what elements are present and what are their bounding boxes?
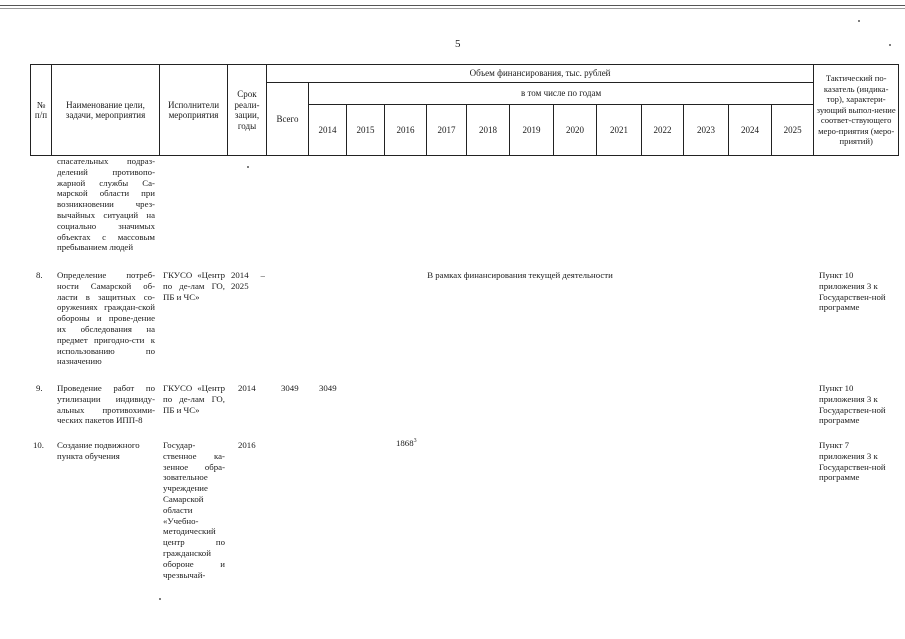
page-number: 5 [455, 38, 461, 50]
scan-speck [858, 20, 860, 22]
row-10-2016-footnote: 3 [413, 438, 417, 445]
row-9-2014: 3049 [319, 383, 337, 393]
year-header: 2015 [347, 105, 385, 156]
scan-speck [889, 44, 891, 46]
row-10-2016-value: 1868 [396, 438, 414, 448]
row-9-indicator: Пункт 10 приложения 3 к Государствен-ной программе [819, 383, 886, 426]
row-9-term: 2014 [238, 383, 256, 393]
row-9-num: 9. [36, 383, 43, 393]
year-header: 2014 [309, 105, 347, 156]
row-8-indicator: Пункт 10 приложения 3 к Государствен-ной программе [819, 270, 886, 313]
col-years-header: в том числе по годам [309, 83, 814, 105]
row-8-financing-note: В рамках финансирования текущей деятельности [427, 270, 613, 280]
year-header: 2021 [597, 105, 642, 156]
row-9-name: Проведение работ по утилизации индивиду-альных противохими-ческих пакетов ИПП-8 [57, 383, 155, 426]
col-total-header: Всего [267, 83, 309, 156]
year-header: 2016 [385, 105, 427, 156]
row-8-num: 8. [36, 270, 43, 280]
scan-top-border [0, 5, 905, 6]
row-10-name: Создание подвижного пункта обучения [57, 440, 140, 461]
row-10-term: 2016 [238, 440, 256, 450]
row-8-name: Определение потреб-ности Самарской об-ласти в защитных со-оружениях граждан-ской обороны и прове-дение их обследования на предмет пригодно-сти к использованию по назначению [57, 270, 155, 367]
continuation-text: спасательных подраз-делений противопо-жарной службы Са-марской области при возникновении чрез-вычайных ситуаций на социально значимых объектах с массовым пребыванием людей [57, 156, 155, 253]
col-executors-header: Исполнители мероприятия [160, 65, 228, 156]
scan-top-border-inner [0, 8, 905, 9]
year-header: 2017 [427, 105, 467, 156]
row-9-executor: ГКУСО «Центр по де-лам ГО, ПБ и ЧС» [163, 383, 225, 415]
year-header: 2023 [684, 105, 729, 156]
year-header: 2024 [729, 105, 772, 156]
scan-speck [247, 166, 249, 168]
row-10-num: 10. [33, 440, 44, 450]
col-financing-header: Объем финансирования, тыс. рублей [267, 65, 814, 83]
year-header: 2020 [554, 105, 597, 156]
row-10-2016 [396, 438, 430, 449]
row-8-term: 2014 – 2025 [231, 270, 265, 291]
year-header: 2025 [772, 105, 814, 156]
col-num-header: № п/п [31, 65, 52, 156]
col-indicator-header: Тактический по-казатель (индика-тор), характери-зующий выпол-нение соответ-ствующего меро-приятия (меро-приятий) [814, 65, 899, 156]
year-header: 2019 [510, 105, 554, 156]
scan-speck [159, 598, 161, 600]
col-name-header: Наименование цели, задачи, мероприятия [52, 65, 160, 156]
col-term-header: Срок реали-зации, годы [228, 65, 267, 156]
row-8-executor: ГКУСО «Центр по де-лам ГО, ПБ и ЧС» [163, 270, 225, 302]
row-9-total: 3049 [281, 383, 299, 393]
financing-table-header [30, 64, 899, 156]
row-10-executor: Государ-ственное ка-зенное обра-зовательное учреждение Самарской области «Учебно-методический центр по гражданской обороне и чрезвычай- [163, 440, 225, 580]
year-header: 2022 [642, 105, 684, 156]
row-10-indicator: Пункт 7 приложения 3 к Государствен-ной программе [819, 440, 886, 483]
year-header: 2018 [467, 105, 510, 156]
